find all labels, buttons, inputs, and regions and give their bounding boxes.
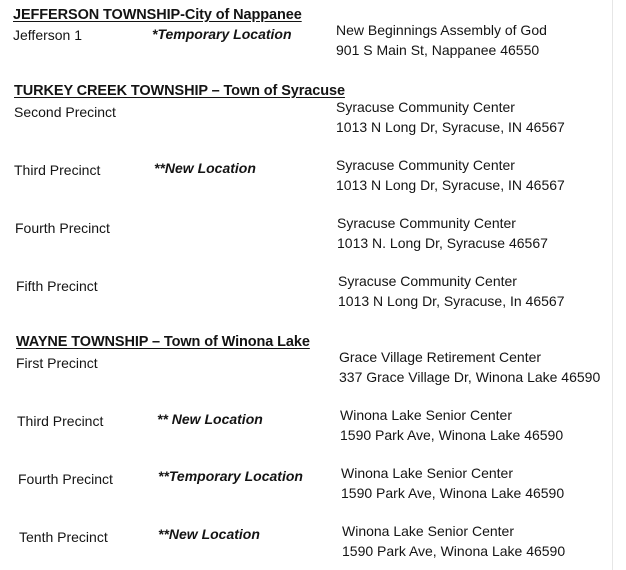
polling-location bbox=[337, 213, 548, 253]
polling-location bbox=[338, 271, 564, 311]
location-name: New Beginnings Assembly of God bbox=[336, 22, 547, 38]
location-note: **New Location bbox=[154, 160, 256, 176]
location-name: Syracuse Community Center bbox=[336, 99, 515, 115]
location-name: Syracuse Community Center bbox=[336, 157, 515, 173]
location-address: 901 S Main St, Nappanee 46550 bbox=[336, 42, 540, 58]
location-name: Syracuse Community Center bbox=[338, 273, 517, 289]
page-edge-line bbox=[612, 0, 613, 570]
location-name: Winona Lake Senior Center bbox=[342, 523, 514, 539]
location-address: 1013 N Long Dr, Syracuse, IN 46567 bbox=[336, 119, 565, 135]
location-note: **Temporary Location bbox=[158, 468, 303, 484]
location-name: Grace Village Retirement Center bbox=[339, 349, 542, 365]
precinct-name: Third Precinct bbox=[14, 162, 101, 178]
location-address: 337 Grace Village Dr, Winona Lake 46590 bbox=[339, 369, 601, 385]
location-note: *Temporary Location bbox=[152, 26, 292, 42]
location-address: 1013 N Long Dr, Syracuse, In 46567 bbox=[338, 293, 565, 309]
precinct-name: Third Precinct bbox=[17, 413, 104, 429]
location-note: **New Location bbox=[158, 526, 260, 542]
polling-location bbox=[336, 155, 565, 195]
location-address: 1013 N. Long Dr, Syracuse 46567 bbox=[337, 235, 548, 251]
location-name: Winona Lake Senior Center bbox=[341, 465, 513, 481]
location-note: ** New Location bbox=[157, 411, 263, 427]
precinct-name: Fifth Precinct bbox=[16, 278, 98, 294]
polling-location bbox=[342, 521, 565, 561]
precinct-name: Tenth Precinct bbox=[19, 529, 108, 545]
precinct-name: Second Precinct bbox=[14, 104, 116, 120]
polling-location bbox=[340, 405, 563, 445]
polling-location bbox=[341, 463, 564, 503]
section-heading-jefferson: JEFFERSON TOWNSHIP-City of Nappanee bbox=[13, 7, 302, 23]
polling-location bbox=[339, 347, 600, 387]
location-address: 1590 Park Ave, Winona Lake 46590 bbox=[341, 485, 565, 501]
location-name: Winona Lake Senior Center bbox=[340, 407, 512, 423]
polling-location bbox=[336, 97, 565, 137]
polling-location bbox=[336, 20, 547, 60]
precinct-name: Fourth Precinct bbox=[18, 471, 113, 487]
precinct-name: Fourth Precinct bbox=[15, 220, 110, 236]
precinct-name: Jefferson 1 bbox=[13, 27, 83, 43]
location-address: 1590 Park Ave, Winona Lake 46590 bbox=[342, 543, 566, 559]
precinct-name: First Precinct bbox=[16, 355, 98, 371]
section-heading-wayne: WAYNE TOWNSHIP – Town of Winona Lake bbox=[16, 334, 310, 350]
location-name: Syracuse Community Center bbox=[337, 215, 516, 231]
location-address: 1013 N Long Dr, Syracuse, IN 46567 bbox=[336, 177, 565, 193]
location-address: 1590 Park Ave, Winona Lake 46590 bbox=[340, 427, 564, 443]
section-heading-turkey-creek: TURKEY CREEK TOWNSHIP – Town of Syracuse bbox=[14, 83, 345, 99]
